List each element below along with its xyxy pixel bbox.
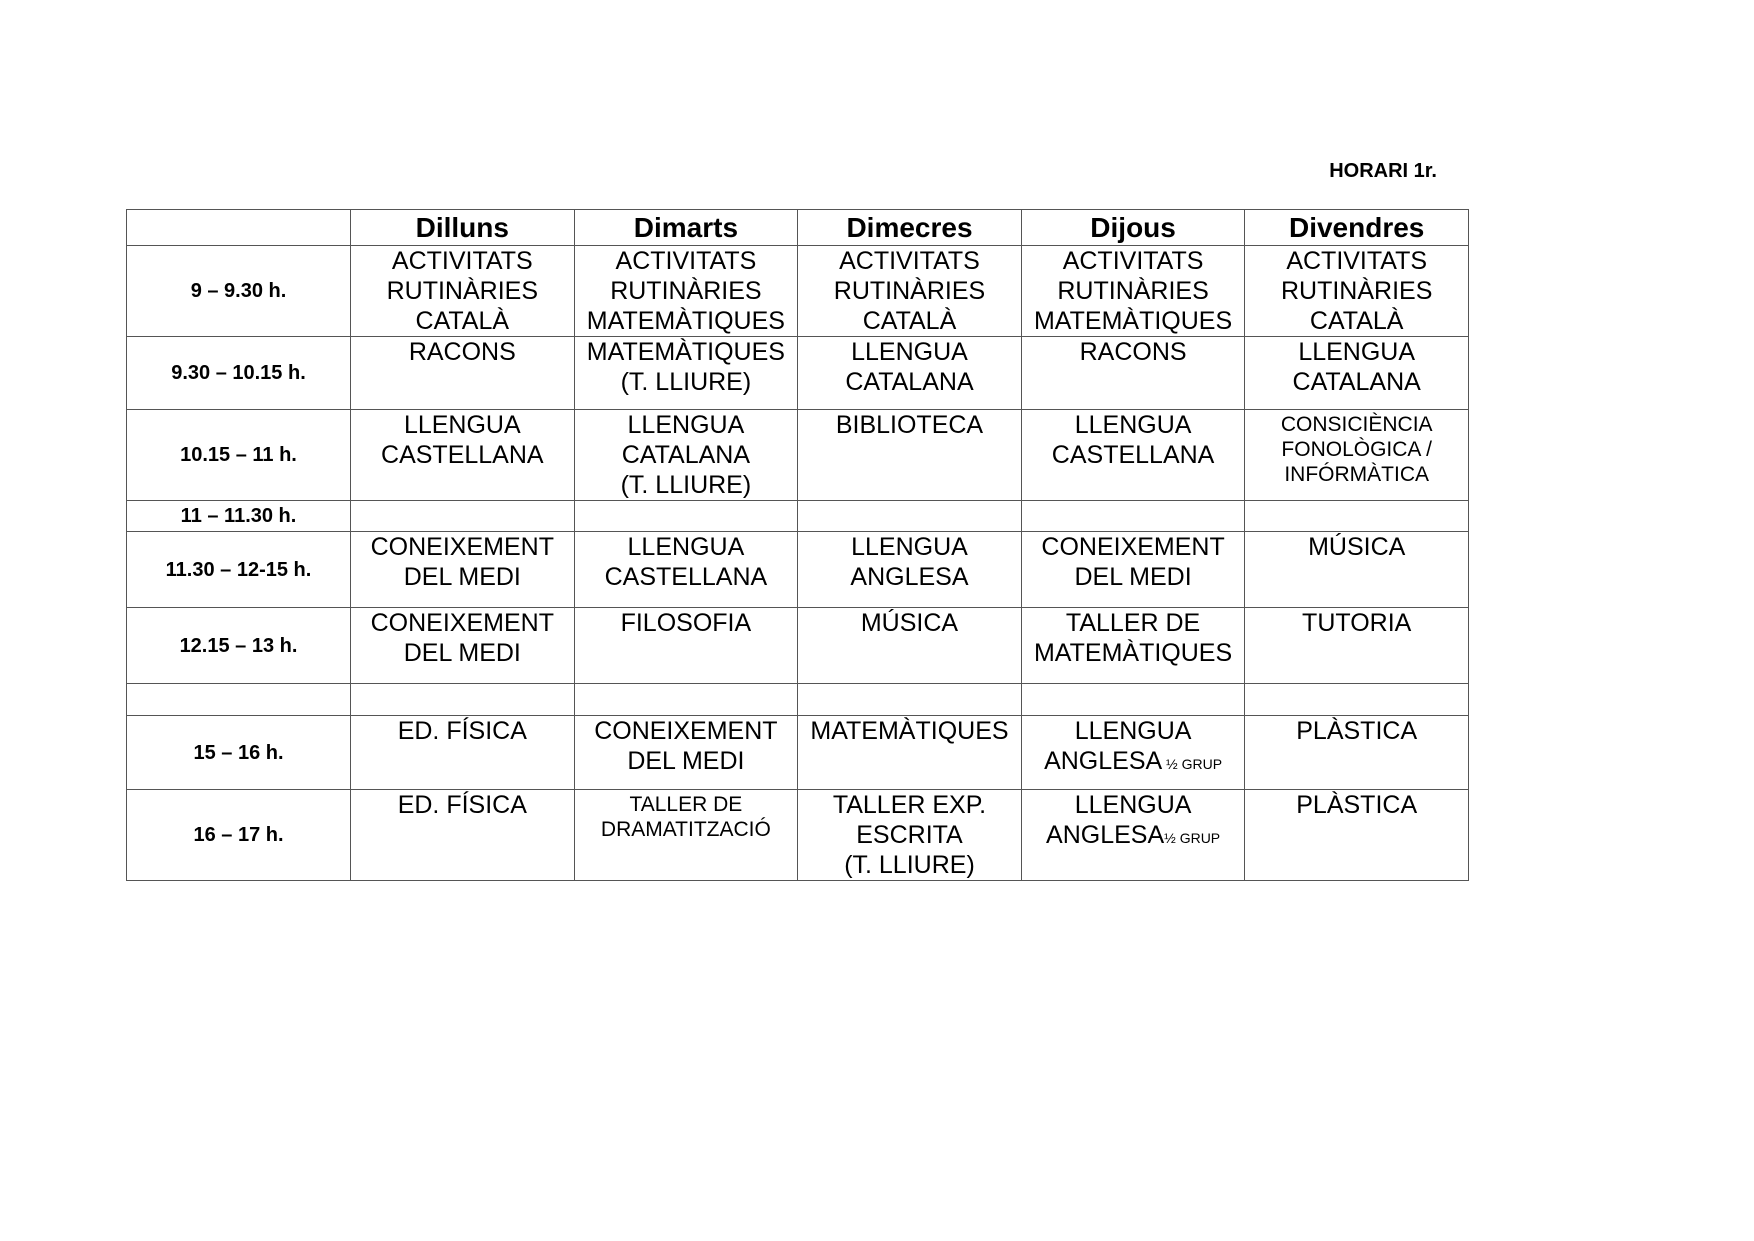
subject-text: CASTELLANA [1051,441,1215,469]
subject-cell [574,608,798,684]
subject-line [575,367,798,397]
subject-line [1245,462,1468,487]
subject-line [798,532,1021,562]
time-slot: 16 – 17 h. [127,790,351,881]
subject-text: CASTELLANA [604,563,768,591]
subject-cell [1245,608,1469,684]
day-header: Dijous [1021,210,1245,246]
subject-line [798,820,1021,850]
subject-line [1022,746,1245,779]
subject-line [798,367,1021,397]
subject-line [351,608,574,638]
subject-line [575,716,798,746]
subject-text: LLENGUA [1074,717,1192,745]
subject-text: LLENGUA [627,411,745,439]
subject-text: DEL MEDI [403,639,521,667]
subject-cell [1245,246,1469,337]
subject-line [1245,246,1468,276]
subject-line [575,746,798,776]
subject-line [575,532,798,562]
corner-cell [127,210,351,246]
subject-line [798,306,1021,336]
subject-line [575,410,798,440]
day-header: Dimarts [574,210,798,246]
subject-line [351,790,574,820]
schedule-row [127,608,1469,684]
subject-text: CATALÀ [862,307,957,335]
subject-line [1245,276,1468,306]
subject-line [575,440,798,470]
subject-text: TUTORIA [1302,609,1412,637]
subject-text: MATEMÀTIQUES [1033,639,1233,667]
subject-cell [798,608,1022,684]
subject-cell [798,501,1022,532]
subject-text: FONOLÒGICA / [1281,438,1432,461]
time-slot: 12.15 – 13 h. [127,608,351,684]
subject-line [1022,337,1245,367]
subject-text: LLENGUA [627,533,745,561]
subject-text: CATALÀ [1309,307,1404,335]
schedule-row [127,501,1469,532]
subject-text: LLENGUA [851,533,968,561]
subject-cell [574,501,798,532]
subject-line [798,850,1021,880]
subject-line [1022,410,1245,440]
subject-text: CONEIXEMENT [370,533,554,561]
subject-text: LLENGUA [1074,791,1192,819]
schedule-row [127,532,1469,608]
subject-line [575,470,798,500]
subject-text: TALLER DE [629,793,743,816]
subject-text: RUTINÀRIES [610,277,762,305]
subject-text: MATEMÀTIQUES [586,338,785,366]
subject-cell [351,790,575,881]
subject-text: CATALANA [845,368,974,396]
schedule-row [127,246,1469,337]
time-slot: 10.15 – 11 h. [127,410,351,501]
subject-line [1245,306,1468,336]
subject-line [1245,337,1468,367]
subject-line [798,410,1021,440]
subject-cell [574,684,798,716]
subject-line [1022,276,1245,306]
subject-text: FILOSOFIA [620,609,752,637]
subject-cell [351,608,575,684]
subject-text: (T. LLIURE) [620,368,752,396]
subject-cell [798,532,1022,608]
subject-line [575,608,798,638]
subject-line [575,246,798,276]
subject-text: CONEIXEMENT [370,609,554,637]
header-row [127,210,1469,246]
subject-cell [1021,790,1245,881]
subject-text: DEL MEDI [1074,563,1192,591]
subject-text: TALLER DE [1065,609,1201,637]
subject-text: CATALANA [621,441,751,469]
subject-text: CONEIXEMENT [1041,533,1225,561]
subject-cell [1021,501,1245,532]
subject-cell [1021,337,1245,410]
day-header: Dilluns [351,210,575,246]
subject-line [798,608,1021,638]
subject-line [575,792,798,817]
subject-text: LLENGUA [851,338,968,366]
subject-text: ACTIVITATS [391,247,533,275]
subject-text: ACTIVITATS [839,247,980,275]
subject-cell [351,684,575,716]
schedule-row [127,684,1469,716]
subject-text: BIBLIOTECA [835,411,984,439]
subject-text: RUTINÀRIES [833,277,986,305]
subject-line [351,306,574,336]
subject-text: TALLER EXP. [832,791,987,819]
subject-cell [1245,501,1469,532]
subject-line [1245,532,1468,562]
subject-text: ESCRITA [856,821,963,849]
subject-line [1245,367,1468,397]
time-slot: 15 – 16 h. [127,716,351,790]
schedule-row [127,790,1469,881]
schedule-row [127,337,1469,410]
subject-text: MÚSICA [860,609,959,637]
subject-line [1022,562,1245,592]
subject-cell [1245,684,1469,716]
subject-text: CONSICIÈNCIA [1280,413,1433,436]
subject-cell [351,410,575,501]
subject-line [798,337,1021,367]
subject-line [798,276,1021,306]
subject-text: PLÀSTICA [1296,717,1418,745]
subject-line [1245,716,1468,746]
subject-text: ANGLESA [1046,821,1165,849]
subject-text: MATEMÀTIQUES [586,307,785,335]
subject-cell [574,246,798,337]
subject-cell [1245,532,1469,608]
subject-text: ACTIVITATS [1286,247,1428,275]
subject-text: (T. LLIURE) [844,851,975,879]
subject-cell [798,246,1022,337]
subject-cell [798,790,1022,881]
subject-cell [574,716,798,790]
subject-line [575,562,798,592]
subject-line [1022,790,1245,820]
subject-cell [798,716,1022,790]
subject-text: CASTELLANA [381,441,544,469]
subject-line [575,817,798,842]
subject-text: DEL MEDI [627,747,745,775]
subject-line [1022,638,1245,668]
subject-text: RACONS [408,338,516,366]
subject-cell [351,716,575,790]
time-slot: 9.30 – 10.15 h. [127,337,351,410]
subject-text: RUTINÀRIES [1057,277,1209,305]
subject-text: MÚSICA [1308,533,1406,561]
subject-cell [1021,716,1245,790]
subject-text: DEL MEDI [403,563,521,591]
subject-line [798,716,1021,746]
subject-text: LLENGUA [403,411,521,439]
subject-text: INFÓRMÀTICA [1284,463,1430,486]
subject-text: ACTIVITATS [1062,247,1204,275]
subject-text: ANGLESA [1044,747,1163,775]
subject-cell [1245,337,1469,410]
subject-line [1245,412,1468,437]
subject-cell [351,501,575,532]
subject-text: RACONS [1079,338,1187,366]
time-slot: 11.30 – 12-15 h. [127,532,351,608]
subject-text: RUTINÀRIES [1280,277,1433,305]
subject-text: ANGLESA [850,563,969,591]
subject-line [351,562,574,592]
subject-text: PLÀSTICA [1296,791,1418,819]
subject-text: RUTINÀRIES [386,277,538,305]
subject-line [351,440,574,470]
subject-line [1022,306,1245,336]
subject-cell [1021,246,1245,337]
document-title: HORARI 1r. [1329,160,1437,182]
subject-cell [351,246,575,337]
subject-line [1245,790,1468,820]
subject-line [1022,820,1245,853]
subject-cell [1021,608,1245,684]
subject-cell [351,337,575,410]
subject-line [351,246,574,276]
subject-line [798,562,1021,592]
subject-cell [351,532,575,608]
subject-text: ACTIVITATS [615,247,757,275]
subject-cell [1245,716,1469,790]
subject-line [575,276,798,306]
subject-text: LLENGUA [1298,338,1416,366]
subject-cell [1021,684,1245,716]
subject-line [351,410,574,440]
subject-line [575,337,798,367]
subject-cell [798,337,1022,410]
time-slot [127,684,351,716]
subject-text: CATALÀ [415,307,510,335]
subject-cell [798,410,1022,501]
half-group-note: ½ GRUP [1164,830,1221,846]
subject-text: LLENGUA [1074,411,1192,439]
subject-line [351,716,574,746]
subject-line [351,532,574,562]
subject-text: ED. FÍSICA [397,717,527,745]
subject-line [1022,246,1245,276]
day-header: Divendres [1245,210,1469,246]
subject-line [1022,532,1245,562]
subject-line [798,246,1021,276]
subject-line [351,276,574,306]
subject-text: ED. FÍSICA [397,791,527,819]
subject-line [351,337,574,367]
subject-cell [798,684,1022,716]
subject-cell [574,410,798,501]
time-slot: 9 – 9.30 h. [127,246,351,337]
subject-line [351,638,574,668]
subject-cell [1021,410,1245,501]
half-group-note: ½ GRUP [1162,756,1223,772]
schedule-table [126,209,1469,881]
subject-cell [574,790,798,881]
schedule-row [127,410,1469,501]
subject-line [1245,437,1468,462]
subject-line [1022,608,1245,638]
subject-line [1245,608,1468,638]
subject-text: DRAMATITZACIÓ [600,818,771,841]
subject-text: (T. LLIURE) [620,471,752,499]
subject-text: MATEMÀTIQUES [810,717,1009,745]
subject-line [1022,716,1245,746]
subject-cell [574,532,798,608]
schedule-row [127,716,1469,790]
subject-line [798,790,1021,820]
time-slot: 11 – 11.30 h. [127,501,351,532]
subject-cell [1245,410,1469,501]
subject-cell [574,337,798,410]
subject-cell [1245,790,1469,881]
subject-line [575,306,798,336]
day-header: Dimecres [798,210,1022,246]
subject-line [1022,440,1245,470]
subject-text: CONEIXEMENT [594,717,778,745]
subject-text: CATALANA [1292,368,1421,396]
subject-text: MATEMÀTIQUES [1033,307,1233,335]
subject-cell [1021,532,1245,608]
